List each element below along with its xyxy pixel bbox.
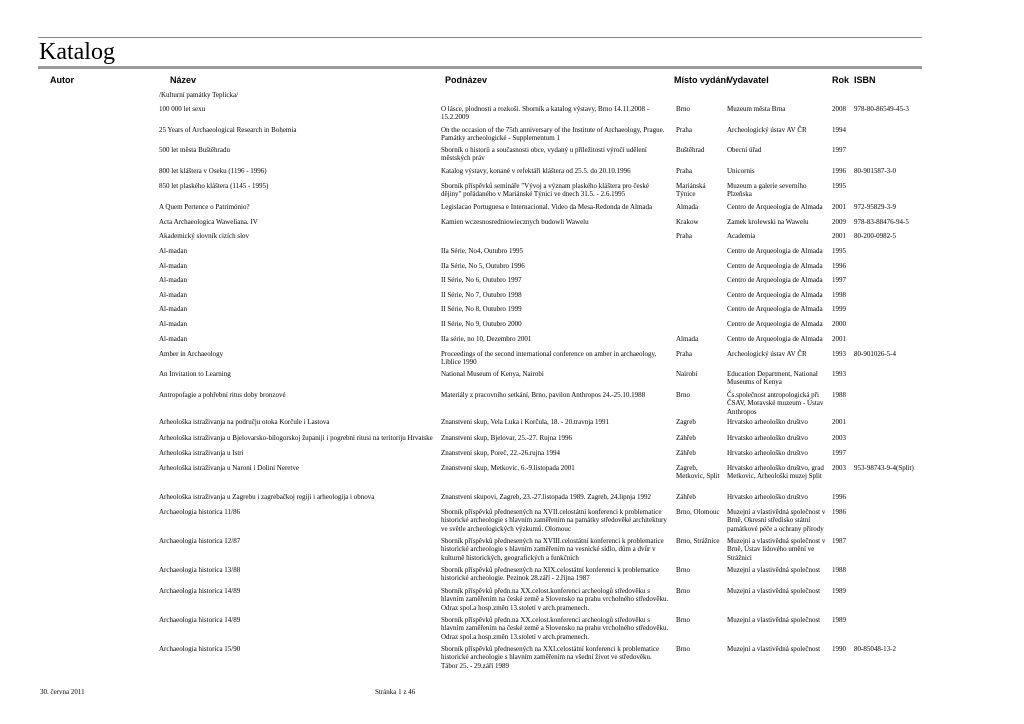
row-place: Záhřeb bbox=[676, 449, 696, 457]
row-subtitle: Sborník příspěvků přednesených na XIX.celostátní konferenci k problematice historické archeologie. Pezinok 28.září - 2.října 1987 bbox=[441, 566, 660, 583]
row-isbn: 80-901587-3-0 bbox=[854, 167, 896, 175]
row-publisher: Muzeum města Brna bbox=[727, 105, 786, 113]
row-title: Al-madan bbox=[159, 276, 187, 284]
row-place: Almada bbox=[676, 203, 699, 211]
row-year: 1989 bbox=[832, 587, 846, 595]
row-publisher: Zamek krolewski na Wawelu bbox=[727, 218, 809, 226]
row-isbn: 953-98743-9-4(Split) bbox=[854, 464, 914, 472]
row-subtitle: O lásce, plodnosti a rozkoši. Sborník a katalog výstavy, Brno 14.11.2008 - 15.2.2009 bbox=[441, 105, 650, 122]
row-year: 1990 bbox=[832, 645, 846, 653]
row-subtitle: Proceedings of the second international conference on amber in archaeology, Liblice 1990 bbox=[441, 350, 657, 367]
row-title: Archaeologia historica 14/89 bbox=[159, 587, 241, 595]
row-place: Krakow bbox=[676, 218, 699, 226]
row-isbn: 80-200-0982-5 bbox=[854, 232, 896, 240]
row-subtitle: IIa Série, No 5, Outubro 1996 bbox=[441, 262, 525, 270]
row-year: 1994 bbox=[832, 126, 846, 134]
row-place: Praha bbox=[676, 350, 692, 358]
row-place: Praha bbox=[676, 167, 692, 175]
row-publisher: Hrvatsko arheološko društvo bbox=[727, 434, 808, 442]
row-publisher: Muzejní a vlastivědná společnost bbox=[727, 616, 821, 624]
row-publisher: Centro de Arqueologia de Almada bbox=[727, 203, 823, 211]
row-year: 2003 bbox=[832, 434, 846, 442]
row-isbn: 978-80-86549-45-3 bbox=[854, 105, 909, 113]
row-year: 1987 bbox=[832, 537, 846, 545]
row-year: 1989 bbox=[832, 616, 846, 624]
row-place: Brno bbox=[676, 566, 690, 574]
row-subtitle: National Museum of Kenya, Nairobi bbox=[441, 370, 544, 378]
header-isbn: ISBN bbox=[854, 75, 876, 85]
row-year: 1998 bbox=[832, 291, 846, 299]
row-title: Arheološka istraživanja u Istri bbox=[159, 449, 244, 457]
row-publisher: Muzejní a vlastivědná společnost bbox=[727, 645, 821, 653]
row-place: Praha bbox=[676, 232, 692, 240]
row-title: Al-madan bbox=[159, 262, 187, 270]
row-year: 1996 bbox=[832, 262, 846, 270]
row-subtitle: Materiály z pracovního setkání, Brno, pavilon Anthropos 24.-25.10.1988 bbox=[441, 391, 646, 399]
row-place: Almada bbox=[676, 335, 699, 343]
row-title: 500 let města Buštěhradu bbox=[159, 146, 230, 154]
row-year: 1996 bbox=[832, 493, 846, 501]
row-title: Arheološka istraživanja na području otoka Korčule i Lastova bbox=[159, 418, 330, 426]
row-title: 800 let kláštera v Oseku (1196 - 1996) bbox=[159, 167, 267, 175]
row-place: Brno, Strážnice bbox=[676, 537, 720, 545]
row-subtitle: Sborník příspěvků předn.na XX.celost.konferenci archeologů středověku s hlavním zaměřením na české země a Slovensko na prahu vrcholného středověku. Odraz spol.a hosp.změn 13.století v arch.pramenech. bbox=[441, 587, 669, 612]
row-subtitle: II Série, No 8, Outubro 1999 bbox=[441, 305, 522, 313]
row-publisher: Centro de Arqueologia de Almada bbox=[727, 320, 823, 328]
top-rule bbox=[38, 37, 922, 38]
row-place: Brno bbox=[676, 391, 690, 399]
row-publisher: Čs.společnost antropologická při ČSAV, Moravské muzeum - Ústav Anthropos bbox=[727, 391, 824, 416]
header-misto: Místo vydání bbox=[674, 75, 729, 85]
row-year: 2001 bbox=[832, 418, 846, 426]
row-title: 25 Years of Archaeological Research in Bohemia bbox=[159, 126, 297, 134]
row-year: 1993 bbox=[832, 370, 846, 378]
row-subtitle: Legislacao Portuguesa e Internacional. Video da Mesa-Redonda de Almada bbox=[441, 203, 653, 211]
row-year: 2003 bbox=[832, 464, 846, 472]
row-year: 1988 bbox=[832, 391, 846, 399]
row-title: An Invitation to Learning bbox=[159, 370, 231, 378]
row-place: Mariánská Týnice bbox=[676, 182, 706, 199]
row-subtitle: On the occasion of the 75th anniversary of the Institute of Archaeology, Prague. Památky archeologické - Supplementum 1 bbox=[441, 126, 665, 143]
row-subtitle: Sborník o historii a současnosti obce, vydaný u příležitosti výročí udělení městských práv bbox=[441, 146, 647, 163]
row-title: Archaeologia historica 13/88 bbox=[159, 566, 241, 574]
row-publisher: Centro de Arqueologia de Almada bbox=[727, 247, 823, 255]
row-title: Archaeologia historica 12/87 bbox=[159, 537, 241, 545]
row-publisher: Centro de Arqueologia de Almada bbox=[727, 276, 823, 284]
row-subtitle: Znanstveni skupovi, Zagreb, 23.-27.listopada 1989. Zagreb, 24.lipnja 1992 bbox=[441, 493, 651, 501]
row-year: 2001 bbox=[832, 335, 846, 343]
row-subtitle: Kamien wczesnosredniowiecznych budowli Wawelu bbox=[441, 218, 589, 226]
row-title: Archaeologia historica 11/86 bbox=[159, 508, 240, 516]
page-title: Katalog bbox=[39, 39, 115, 65]
row-publisher: Hrvatsko arheološko društvo bbox=[727, 449, 808, 457]
row-subtitle: Katalog výstavy, konané v refektáři kláštera od 25.5. do 20.10.1996 bbox=[441, 167, 631, 175]
row-title: Al-madan bbox=[159, 320, 187, 328]
row-subtitle: II Série, No 7, Outubro 1998 bbox=[441, 291, 522, 299]
row-subtitle: Sborník příspěvků semináře "Vývoj a význam plaského kláštera pro české dějiny" pořádaného v Mariánské Týnici ve dnech 31.5. - 2.6.1995 bbox=[441, 182, 649, 199]
row-place: Zagreb, Metkovic, Split bbox=[676, 464, 720, 481]
header-podnazev: Podnázev bbox=[445, 75, 488, 85]
row-publisher: Muzejní a vlastivědná společnost bbox=[727, 566, 821, 574]
row-place: Brno bbox=[676, 616, 690, 624]
footer-page: Stránka 1 z 46 bbox=[375, 688, 416, 696]
row-title: Arheološka istraživanja u Naroni i Dolini Neretve bbox=[159, 464, 299, 472]
row-isbn: 972-95829-3-9 bbox=[854, 203, 896, 211]
title-underline bbox=[38, 66, 922, 69]
row-place: Brno bbox=[676, 587, 690, 595]
group-heading: /Kulturní památky Teplicka/ bbox=[159, 91, 239, 99]
row-title: Amber in Archaeology bbox=[159, 350, 224, 358]
row-year: 1993 bbox=[832, 350, 846, 358]
row-title: Archaeologia historica 15/90 bbox=[159, 645, 241, 653]
header-nazev: Název bbox=[170, 75, 197, 85]
row-publisher: Obecní úřad bbox=[727, 146, 762, 154]
row-title: 850 let plaského kláštera (1145 - 1995) bbox=[159, 182, 269, 190]
row-year: 1995 bbox=[832, 182, 846, 190]
row-publisher: Centro de Arqueologia de Almada bbox=[727, 335, 823, 343]
row-publisher: Unicornis bbox=[727, 167, 755, 175]
row-title: Arheološka istraživanja u Bjelovarsko-bilogorskoj županiji i pogrebni ritusi na teritoriju Hrvatske bbox=[159, 434, 433, 442]
row-year: 2008 bbox=[832, 105, 846, 113]
row-publisher: Hrvatsko arheološko društvo, grad Metkovic, Arheološki muzej Split bbox=[727, 464, 824, 481]
row-place: Praha bbox=[676, 126, 692, 134]
header-rok: Rok bbox=[832, 75, 850, 85]
row-publisher: Education Department, National Museums of Kenya bbox=[727, 370, 818, 387]
row-subtitle: Znanstveni skup, Metkovic, 6.-9.listopada 2001 bbox=[441, 464, 575, 472]
row-year: 1999 bbox=[832, 305, 846, 313]
row-title: Arheološka istraživanja u Zagrebu i zagrebačkoj regiji i arheologija i obnova bbox=[159, 493, 375, 501]
row-isbn: 80-901026-5-4 bbox=[854, 350, 896, 358]
row-publisher: Muzejní a vlastivědná společnost v Brně, Ústav lidového umění ve Strážnici bbox=[727, 537, 826, 562]
row-subtitle: IIa série, no 10, Dezembro 2001 bbox=[441, 335, 532, 343]
row-subtitle: IIa Série, No4, Outubro 1995 bbox=[441, 247, 524, 255]
row-title: Al-madan bbox=[159, 305, 187, 313]
row-title: Acta Archaeologica Waweliana. IV bbox=[159, 218, 258, 226]
row-place: Zagreb bbox=[676, 418, 696, 426]
row-publisher: Centro de Arqueologia de Almada bbox=[727, 291, 823, 299]
row-year: 1988 bbox=[832, 566, 846, 574]
row-title: 100 000 let sexu bbox=[159, 105, 206, 113]
row-subtitle: II Série, No 6, Outubro 1997 bbox=[441, 276, 522, 284]
row-year: 2001 bbox=[832, 203, 846, 211]
row-year: 1996 bbox=[832, 167, 846, 175]
row-year: 1986 bbox=[832, 508, 846, 516]
row-publisher: Muzejní a vlastivědná společnost v Brně, Okresní středisko státní památkové péče a ochrany přírody bbox=[727, 508, 826, 533]
row-subtitle: Sborník příspěvků přednesených na XXI.celostátní konferenci k problematice historické archeologie s hlavním zaměřením na všední život ve středověku. Tábor 25. - 29.září 1989 bbox=[441, 645, 660, 670]
row-place: Brno bbox=[676, 645, 690, 653]
row-place: Záhřeb bbox=[676, 434, 696, 442]
row-place: Záhřeb bbox=[676, 493, 696, 501]
row-publisher: Archeologický ústav AV ČR bbox=[727, 126, 807, 134]
row-place: Brno bbox=[676, 105, 690, 113]
row-title: Al-madan bbox=[159, 335, 187, 343]
row-title: A Quem Pertence o Património? bbox=[159, 203, 250, 211]
row-place: Buštěhrad bbox=[676, 146, 705, 154]
row-title: Akademický slovník cizích slov bbox=[159, 232, 250, 240]
row-publisher: Academia bbox=[727, 232, 756, 240]
row-publisher: Muzejní a vlastivědná společnost bbox=[727, 587, 821, 595]
header-vydavatel: Vydavatel bbox=[727, 75, 769, 85]
row-publisher: Centro de Arqueologia de Almada bbox=[727, 305, 823, 313]
row-publisher: Hrvatsko arheološko društvo bbox=[727, 493, 808, 501]
footer-date: 30. června 2011 bbox=[40, 688, 85, 696]
row-subtitle: Znanstveni skup, Vela Luka i Korčula, 18. - 20.travnja 1991 bbox=[441, 418, 610, 426]
row-title: Al-madan bbox=[159, 291, 187, 299]
row-place: Brno, Olomouc bbox=[676, 508, 720, 516]
row-title: Antropofagie a pohřební ritus doby bronzové bbox=[159, 391, 286, 399]
row-isbn: 978-83-88476-94-5 bbox=[854, 218, 909, 226]
row-year: 2009 bbox=[832, 218, 846, 226]
row-year: 1997 bbox=[832, 449, 846, 457]
row-year: 1995 bbox=[832, 247, 846, 255]
row-year: 1997 bbox=[832, 146, 846, 154]
row-subtitle: II Série, No 9, Outubro 2000 bbox=[441, 320, 522, 328]
row-publisher: Muzeum a galerie severního Plzeňska bbox=[727, 182, 807, 199]
row-subtitle: Znanstveni skup, Bjelovar, 25.-27. Rujna 1996 bbox=[441, 434, 572, 442]
row-subtitle: Sborník příspěvků přednesených na XVIII.celostátní konferenci k problematice historické archeologie s hlavním zaměřením na vesnické sídlo, dům a dvůr v kulturně historických, geografických a funkčních bbox=[441, 537, 664, 562]
row-subtitle: Sborník příspěvků přednesených na XVII.celostátní konferenci k problematice historické archeologie s hlavním zaměřením na památky středověké architektury ve světle archeologických výzkumů. Olomouc bbox=[441, 508, 667, 533]
row-place: Nairobi bbox=[676, 370, 698, 378]
row-year: 1997 bbox=[832, 276, 846, 284]
row-year: 2000 bbox=[832, 320, 846, 328]
row-title: Al-madan bbox=[159, 247, 187, 255]
row-title: Archaeologia historica 14/89 bbox=[159, 616, 241, 624]
row-isbn: 80-85048-13-2 bbox=[854, 645, 896, 653]
row-subtitle: Sborník příspěvků předn.na XX.celost.konferenci archeologů středověku s hlavním zaměřením na české země a Slovensko na prahu vrcholného středověku. Odraz spol.a hosp.změn 13.století v arch.pramenech. bbox=[441, 616, 669, 641]
row-publisher: Centro de Arqueologia de Almada bbox=[727, 262, 823, 270]
row-publisher: Hrvatsko arheološko društvo bbox=[727, 418, 808, 426]
row-year: 2001 bbox=[832, 232, 846, 240]
row-subtitle: Znanstveni skup, Poreč, 22.-26.rujna 1994 bbox=[441, 449, 560, 457]
header-autor: Autor bbox=[50, 75, 74, 85]
row-publisher: Archeologický ústav AV ČR bbox=[727, 350, 807, 358]
